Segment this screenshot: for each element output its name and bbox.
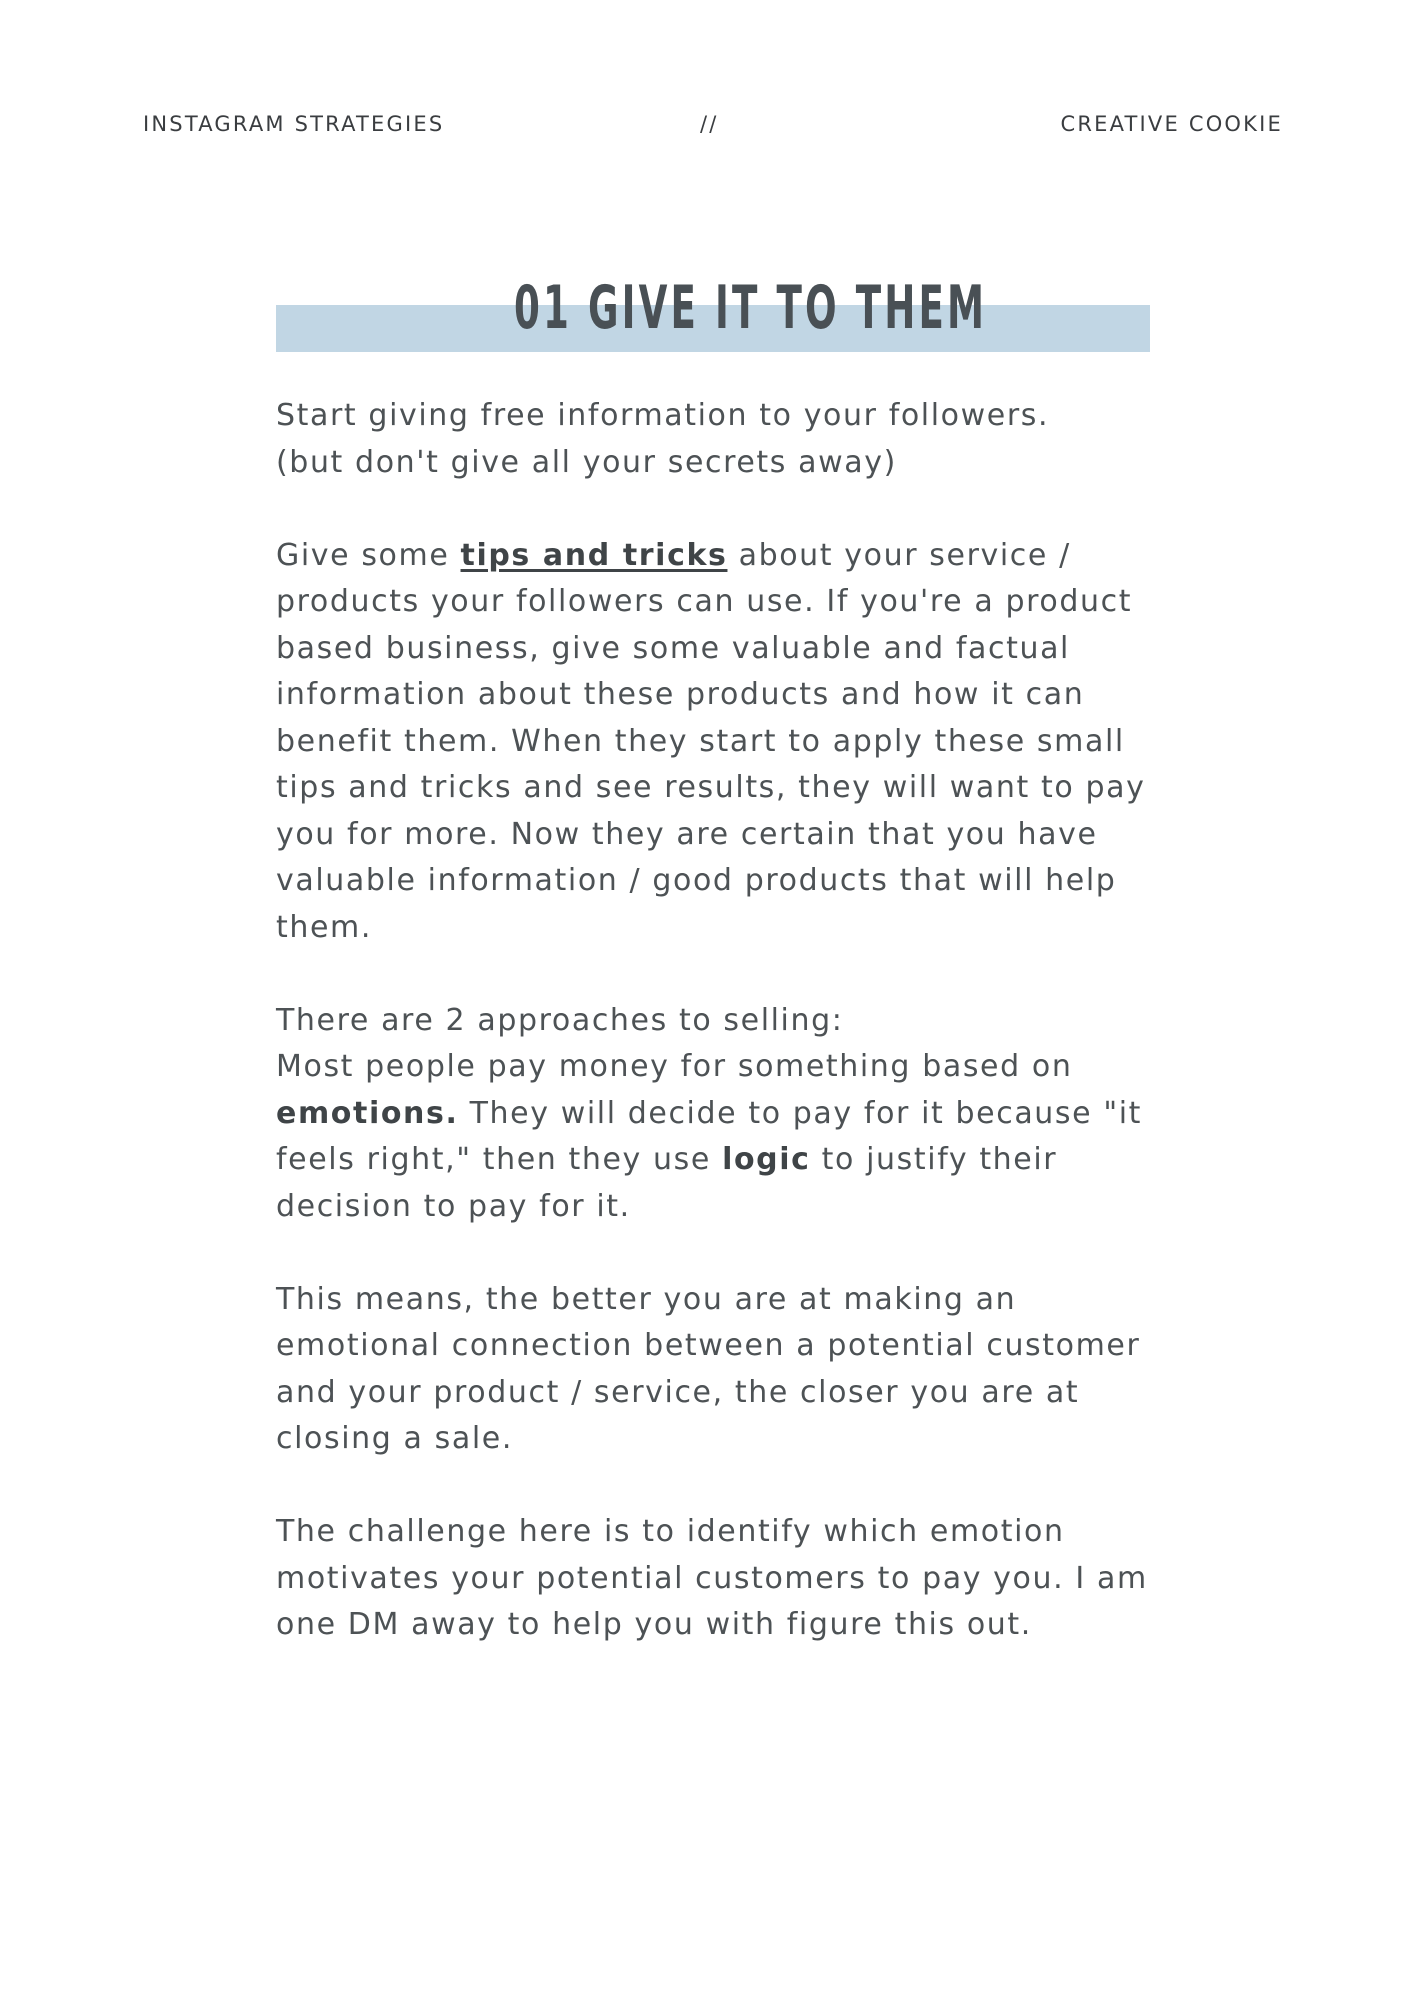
paragraph-challenge: The challenge here is to identify which emotion motivates your potential customers to pay you. I am one DM away to help you with figure this out. xyxy=(276,1514,1148,1642)
paragraph-selling xyxy=(276,998,1156,1231)
paragraph-intro xyxy=(276,393,1156,486)
header-separator: // xyxy=(700,112,719,136)
selling-text-2: They will decide to pay for it because "it feels right," then they use xyxy=(276,1095,1143,1177)
selling-text-1: Most people pay money for something based on xyxy=(276,1049,1073,1084)
header-right-label: CREATIVE COOKIE xyxy=(1060,112,1283,136)
tips-and-tricks-link[interactable]: tips and tricks xyxy=(460,537,728,573)
logic-bold: logic xyxy=(722,1142,811,1177)
body-content xyxy=(276,393,1156,1695)
section-title xyxy=(0,268,1414,358)
paragraph-tips xyxy=(276,533,1156,952)
page-header xyxy=(0,112,1414,142)
selling-text-3: to justify their decision to pay for it. xyxy=(276,1142,1058,1224)
intro-line-2: (but don't give all your secrets away) xyxy=(276,444,897,480)
tips-text-before: Give some xyxy=(276,537,461,573)
page-title: 01 GIVE IT TO THEM xyxy=(514,273,988,343)
header-left-label: INSTAGRAM STRATEGIES xyxy=(143,112,445,136)
intro-line-1: Start giving free information to your followers. xyxy=(276,398,1050,433)
emotions-bold: emotions. xyxy=(276,1095,459,1131)
tips-text-after: about your service / products your followers can use. If you're a product based business, give some valuable and factual information about these products and how it can benefit them. When they start to apply these small tips and tricks and see results, they will want to pay you for more. Now they are certain that you have valuable information / good products that will help them. xyxy=(276,537,1146,945)
paragraph-emotional-connection: This means, the better you are at making an emotional connection between a potential customer and your product / service, the closer you are at closing a sale. xyxy=(276,1281,1141,1456)
selling-line-1: There are 2 approaches to selling: xyxy=(276,1002,844,1038)
